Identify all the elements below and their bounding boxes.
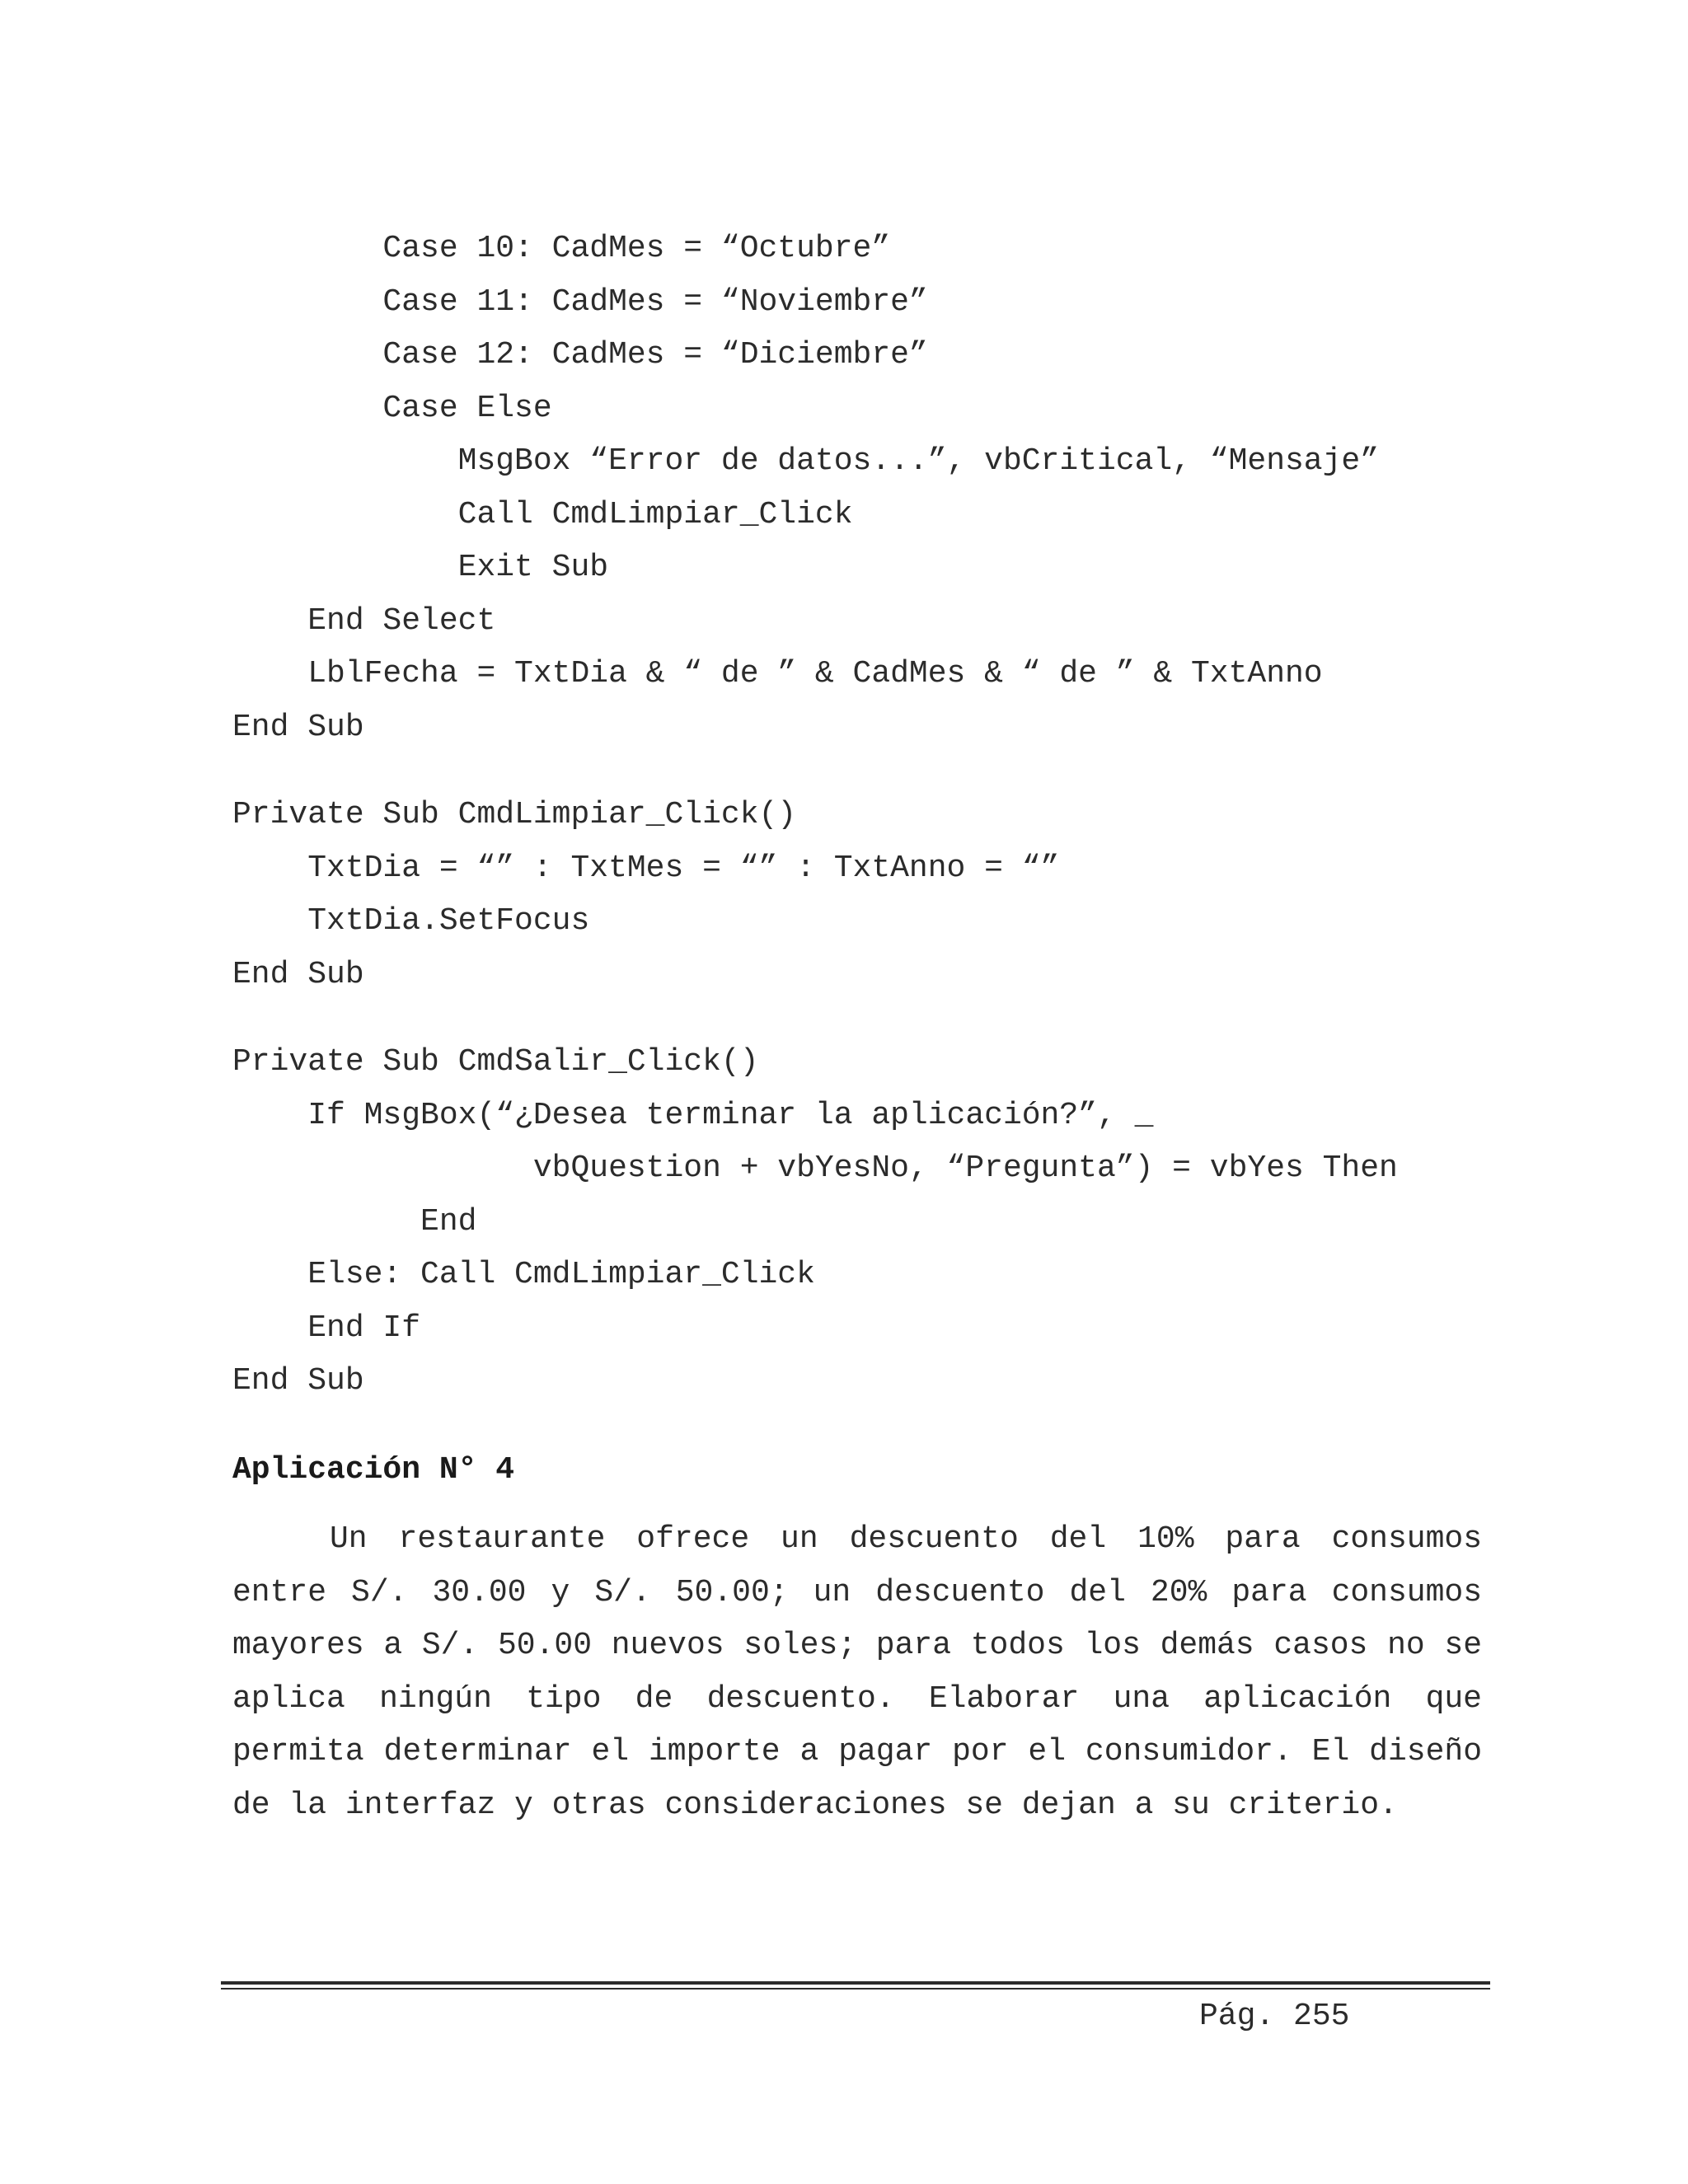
code-line: If MsgBox(“¿Desea terminar la aplicación?”, _ — [232, 1097, 1154, 1133]
code-spacer — [232, 754, 1518, 789]
footer-divider-secondary — [221, 1988, 1490, 1990]
code-line: TxtDia.SetFocus — [232, 903, 590, 939]
code-line: End Sub — [232, 956, 364, 992]
code-line: End Sub — [232, 1363, 364, 1399]
code-line: Exit Sub — [232, 550, 609, 585]
code-spacer — [232, 1001, 1518, 1036]
body-paragraph: Un restaurante ofrece un descuento del 10% para consumos entre S/. 30.00 y S/. 50.00; un descuento del 20% para consumos mayores a S/. 50.00 nuevos soles; para todos los demás casos no se aplica ningún tipo de descuento. Elaborar una aplicación que permita determinar el importe a pagar por el consumidor. El diseño de la interfaz y otras consideraciones se dejan a su criterio. — [232, 1521, 1482, 1823]
page-number: Pág. 255 — [1199, 1999, 1350, 2034]
section-heading: Aplicación N° 4 — [232, 1452, 515, 1488]
code-line: TxtDia = “” : TxtMes = “” : TxtAnno = “” — [232, 850, 1060, 886]
code-line: vbQuestion + vbYesNo, “Pregunta”) = vbYes Then — [232, 1151, 1398, 1186]
code-line: Case 12: CadMes = “Diciembre” — [232, 337, 928, 373]
code-line: End Sub — [232, 709, 364, 745]
code-line: Call CmdLimpiar_Click — [232, 496, 853, 532]
code-line: Else: Call CmdLimpiar_Click — [232, 1257, 815, 1292]
code-line: LblFecha = TxtDia & “ de ” & CadMes & “ de ” & TxtAnno — [232, 656, 1323, 691]
code-listing — [232, 223, 1518, 1408]
code-line: Case 11: CadMes = “Noviembre” — [232, 284, 928, 320]
code-line: End — [232, 1203, 477, 1240]
footer-divider — [221, 1981, 1490, 1985]
code-line: Private Sub CmdSalir_Click() — [232, 1044, 759, 1080]
code-line: End Select — [232, 602, 496, 639]
code-line: MsgBox “Error de datos...”, vbCritical, “Mensaje” — [232, 443, 1380, 479]
code-line: Private Sub CmdLimpiar_Click() — [232, 797, 797, 832]
code-line: Case 10: CadMes = “Octubre” — [232, 231, 891, 266]
code-line: Case Else — [232, 390, 552, 426]
code-line: End If — [232, 1310, 421, 1346]
